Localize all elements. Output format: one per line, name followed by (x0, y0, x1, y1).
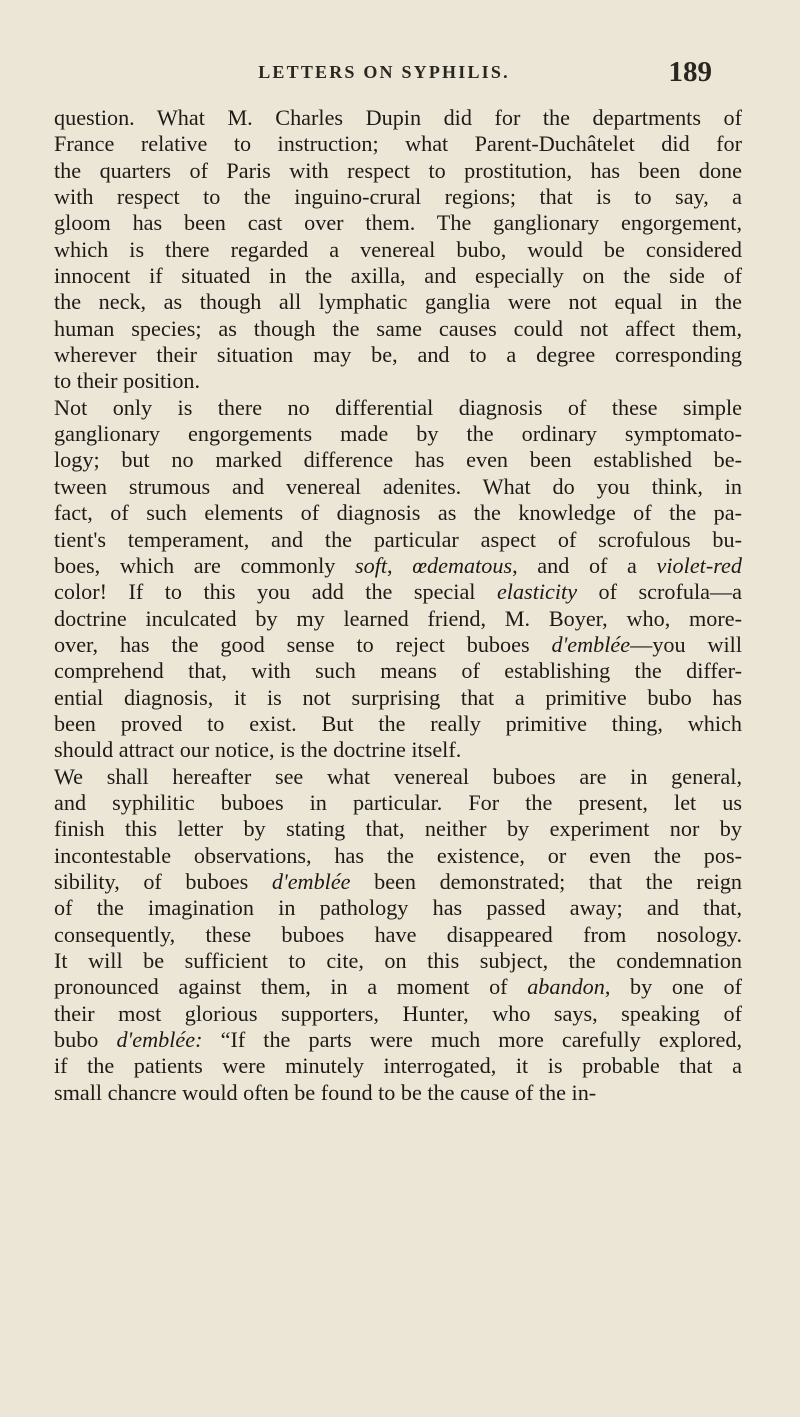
text-run: logy; but no marked difference has even been established be- (54, 447, 742, 473)
italic-term: d'emblée (271, 868, 351, 894)
text-line (54, 711, 742, 737)
text-run: consequently, these buboes have disappeared from nosology. (54, 921, 742, 947)
text-line (54, 447, 742, 473)
text-line (54, 368, 742, 394)
text-line (54, 1053, 742, 1079)
text-line (54, 1001, 742, 1027)
text-run: bubo (54, 1027, 117, 1053)
text-run: the quarters of Paris with respect to prostitution, has been done (54, 157, 742, 183)
text-run: tient's temperament, and the particular aspect of scrofulous bu- (54, 526, 742, 552)
text-run: gloom has been cast over them. The ganglionary engorgement, (54, 210, 742, 236)
text-line (54, 606, 742, 632)
text-run: should attract our notice, is the doctrine itself. (54, 737, 462, 763)
text-run: “If the parts were much more carefully explored, (202, 1027, 742, 1053)
text-line (54, 974, 742, 1000)
text-line (54, 1080, 742, 1106)
page-number: 189 (668, 56, 712, 88)
text-run: and syphilitic buboes in particular. For the present, let us (54, 789, 742, 815)
text-run: doctrine inculcated by my learned friend, M. Boyer, who, more- (54, 605, 742, 631)
text-run: their most glorious supporters, Hunter, who says, speaking of (54, 1000, 742, 1026)
text-run: of scrofula—a (577, 579, 743, 605)
italic-term: elasticity (496, 579, 578, 605)
text-line (54, 1027, 742, 1053)
text-run: comprehend that, with such means of establishing the differ- (54, 658, 742, 684)
text-line (54, 922, 742, 948)
text-run: France relative to instruction; what Parent-Duchâtelet did for (54, 131, 742, 157)
text-run: if the patients were minutely interrogated, it is probable that a (54, 1053, 742, 1079)
text-run: fact, of such elements of diagnosis as the knowledge of the pa- (54, 500, 742, 526)
text-line (54, 869, 742, 895)
text-line (54, 316, 742, 342)
italic-term: violet-red (656, 552, 742, 578)
text-line (54, 131, 742, 157)
text-run: of the imagination in pathology has passed away; and that, (54, 895, 742, 921)
text-run: pronounced against them, in a moment of (54, 974, 528, 1000)
text-line (54, 263, 742, 289)
italic-term: d'emblée: (116, 1027, 203, 1053)
italic-term: abandon (527, 974, 605, 1000)
text-line (54, 289, 742, 315)
text-run: We shall hereafter see what venereal buboes are in general, (54, 763, 742, 789)
text-line (54, 895, 742, 921)
text-run: with respect to the inguino-crural regions; that is to say, a (54, 184, 742, 210)
text-run: wherever their situation may be, and to a degree corresponding (54, 342, 742, 368)
text-run: innocent if situated in the axilla, and especially on the side of (54, 263, 742, 289)
text-line (54, 764, 742, 790)
text-run: question. What M. Charles Dupin did for the departments of (54, 105, 742, 130)
paragraph (54, 395, 742, 764)
text-line (54, 421, 742, 447)
text-run: —you will (630, 631, 742, 657)
text-line (54, 737, 742, 763)
text-run: the neck, as though all lymphatic ganglia were not equal in the (54, 289, 742, 315)
text-run: over, has the good sense to reject buboes (54, 631, 552, 657)
text-line (54, 158, 742, 184)
text-line (54, 474, 742, 500)
text-run: been demonstrated; that the reign (350, 868, 743, 894)
text-line (54, 184, 742, 210)
text-line (54, 685, 742, 711)
text-run: small chancre would often be found to be the cause of the in- (54, 1079, 597, 1105)
text-run: human species; as though the same causes could not affect them, (54, 315, 742, 341)
text-line (54, 527, 742, 553)
text-run: , (387, 552, 413, 578)
text-line (54, 632, 742, 658)
text-run: been proved to exist. But the really primitive thing, which (54, 710, 742, 736)
text-line (54, 948, 742, 974)
text-run: ganglionary engorgements made by the ordinary symptomato- (54, 421, 742, 447)
text-line (54, 342, 742, 368)
text-line (54, 395, 742, 421)
text-line (54, 843, 742, 869)
text-run: boes, which are commonly (54, 552, 355, 578)
text-run: Not only is there no differential diagnosis of these simple (54, 394, 742, 420)
text-line (54, 500, 742, 526)
text-run: tween strumous and venereal adenites. What do you think, in (54, 473, 742, 499)
text-run: color! If to this you add the special (54, 579, 497, 605)
text-run: which is there regarded a venereal bubo, would be considered (54, 236, 742, 262)
text-run: , and of a (512, 552, 657, 578)
text-run: ential diagnosis, it is not surprising that a primitive bubo has (54, 684, 742, 710)
text-line (54, 816, 742, 842)
running-head (56, 56, 712, 96)
text-run: , by one of (604, 974, 742, 1000)
text-line (54, 105, 742, 131)
italic-term: œdematous (412, 552, 513, 578)
paragraph (54, 105, 742, 395)
text-run: It will be sufficient to cite, on this subject, the condemnation (54, 948, 742, 973)
italic-term: d'emblée (551, 631, 631, 657)
body-text (54, 105, 742, 1106)
text-line (54, 237, 742, 263)
text-run: incontestable observations, has the existence, or even the pos- (54, 842, 742, 868)
text-line (54, 658, 742, 684)
italic-term: soft (354, 552, 388, 578)
text-line (54, 790, 742, 816)
text-run: sibility, of buboes (54, 868, 272, 894)
text-run: to their position. (54, 368, 201, 394)
text-line (54, 553, 742, 579)
paragraph (54, 764, 742, 1106)
text-line (54, 579, 742, 605)
text-run: finish this letter by stating that, neither by experiment nor by (54, 816, 742, 842)
running-title: LETTERS ON SYPHILIS. (258, 62, 510, 82)
text-line (54, 210, 742, 236)
